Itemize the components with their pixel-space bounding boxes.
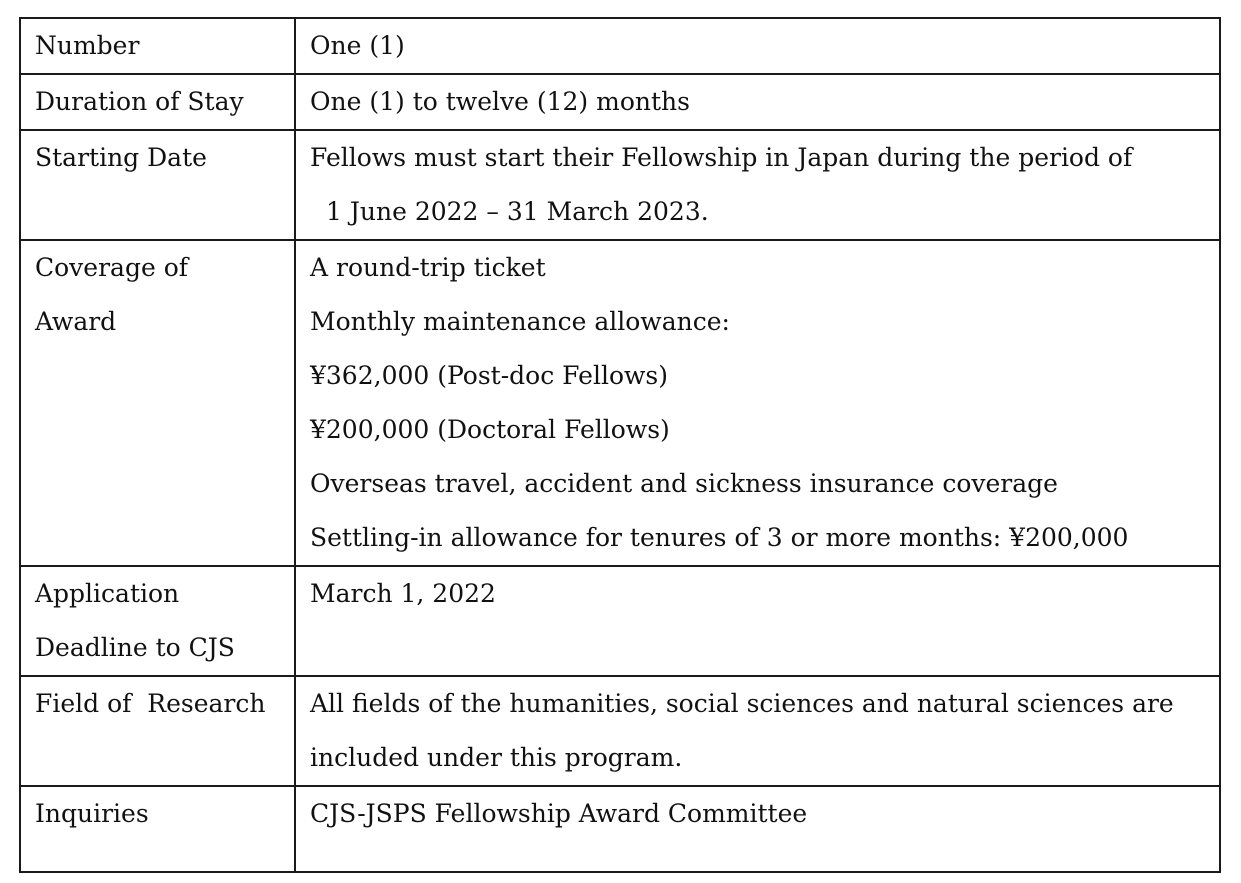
row-value-line: included under this program. <box>310 743 683 772</box>
row-value: March 1, 2022 <box>310 579 496 608</box>
row-value-line: Overseas travel, accident and sickness insurance coverage <box>310 469 1058 498</box>
row-value: One (1) <box>310 31 405 60</box>
row-value-cell <box>295 74 1220 130</box>
row-label-cell <box>20 566 295 676</box>
table-row-starting-date <box>20 130 1220 240</box>
row-label-line: Coverage of <box>35 253 189 282</box>
row-label-cell <box>20 676 295 786</box>
table-row-duration <box>20 74 1220 130</box>
table-row-inquiries <box>20 786 1220 872</box>
fellowship-info-table <box>19 17 1221 873</box>
row-label: Duration of Stay <box>35 87 244 116</box>
row-value-cell <box>295 130 1220 240</box>
row-label-line: Award <box>35 307 117 336</box>
row-value-line: Settling-in allowance for tenures of 3 or more months: ¥200,000 <box>310 523 1129 552</box>
row-value-line: Fellows must start their Fellowship in Japan during the period of <box>310 143 1133 172</box>
row-label-cell <box>20 18 295 74</box>
row-value-cell <box>295 676 1220 786</box>
row-value-cell <box>295 18 1220 74</box>
row-label: Inquiries <box>35 799 149 828</box>
row-label-line: Deadline to CJS <box>35 633 235 662</box>
row-value-cell <box>295 786 1220 872</box>
table-row-deadline <box>20 566 1220 676</box>
row-value-line: ¥200,000 (Doctoral Fellows) <box>310 415 670 444</box>
table-row-field <box>20 676 1220 786</box>
row-label: Field of Research <box>35 689 266 718</box>
row-value-line: Monthly maintenance allowance: <box>310 307 730 336</box>
row-value-line: ¥362,000 (Post-doc Fellows) <box>310 361 668 390</box>
table-row-number <box>20 18 1220 74</box>
row-value-line: All fields of the humanities, social sciences and natural sciences are <box>310 689 1174 718</box>
row-value-cell <box>295 240 1220 566</box>
row-label: Starting Date <box>35 143 207 172</box>
row-value: CJS-JSPS Fellowship Award Committee <box>310 799 808 828</box>
row-label-cell <box>20 74 295 130</box>
row-label-cell <box>20 130 295 240</box>
row-label: Number <box>35 31 140 60</box>
row-value-line: A round-trip ticket <box>310 253 546 282</box>
row-label-cell <box>20 786 295 872</box>
row-label-line: Application <box>35 579 180 608</box>
row-value-line: 1 June 2022 – 31 March 2023. <box>326 197 709 226</box>
row-value-cell <box>295 566 1220 676</box>
row-label-cell <box>20 240 295 566</box>
table-row-coverage <box>20 240 1220 566</box>
row-value: One (1) to twelve (12) months <box>310 87 690 116</box>
